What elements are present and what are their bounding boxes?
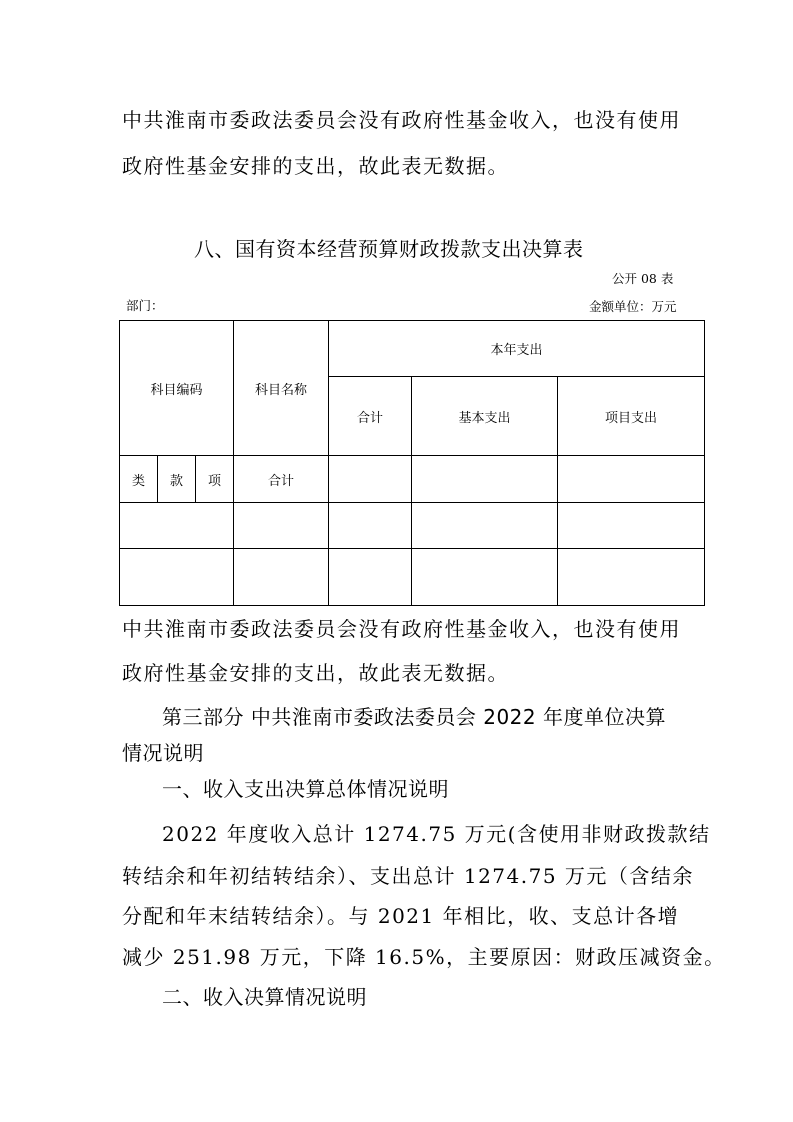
subject-code-header: 科目编码 — [120, 321, 234, 456]
sub1-title: 一、收入支出决算总体情况说明 — [162, 777, 449, 801]
department-label: 部门： — [126, 298, 164, 313]
empty-cell — [558, 503, 705, 549]
empty-cell — [234, 549, 329, 606]
intro-line-2: 政府性基金安排的支出，故此表无数据。 — [122, 154, 509, 178]
form-code: 公开 08 表 — [612, 271, 674, 286]
total-row-label: 合计 — [234, 456, 329, 503]
part3-title-line-1: 第三部分 中共淮南市委政法委员会 2022 年度单位决算 — [162, 705, 666, 729]
empty-cell — [234, 503, 329, 549]
empty-cell — [412, 549, 558, 606]
table-row — [120, 549, 705, 606]
amount-unit-label: 金额单位：万元 — [589, 299, 677, 314]
empty-cell — [329, 456, 412, 503]
intro-line-1: 中共淮南市委政法委员会没有政府性基金收入，也没有使用 — [122, 108, 681, 132]
table-row — [120, 503, 705, 549]
project-expense-header: 项目支出 — [558, 377, 705, 456]
empty-cell — [558, 549, 705, 606]
part3-title-line-2: 情况说明 — [122, 741, 204, 765]
empty-cell — [412, 503, 558, 549]
total-header: 合计 — [329, 377, 412, 456]
sub2-title: 二、收入决算情况说明 — [162, 985, 367, 1009]
empty-cell — [329, 549, 412, 606]
section-title: 八、国有资本经营预算财政拨款支出决算表 — [194, 237, 584, 261]
sub1-line-4: 减少 251.98 万元，下降 16.5%，主要原因：财政压减资金。 — [122, 945, 726, 969]
note-line-2: 政府性基金安排的支出，故此表无数据。 — [122, 661, 509, 685]
item-label: 项 — [196, 456, 234, 503]
empty-cell — [120, 549, 234, 606]
sub1-line-3: 分配和年末结转结余）。与 2021 年相比，收、支总计各增 — [122, 904, 680, 928]
empty-cell — [558, 456, 705, 503]
sub1-line-2: 转结余和年初结转结余）、支出总计 1274.75 万元（含结余 — [122, 864, 694, 888]
basic-expense-header: 基本支出 — [412, 377, 558, 456]
year-expense-header: 本年支出 — [329, 321, 705, 377]
class-label: 类 — [120, 456, 158, 503]
empty-cell — [120, 503, 234, 549]
empty-cell — [412, 456, 558, 503]
sub1-line-1: 2022 年度收入总计 1274.75 万元(含使用非财政拨款结 — [162, 822, 711, 846]
section-label: 款 — [158, 456, 196, 503]
empty-cell — [329, 503, 412, 549]
budget-expense-table — [119, 320, 705, 606]
note-line-1: 中共淮南市委政法委员会没有政府性基金收入，也没有使用 — [122, 617, 681, 641]
subject-name-header: 科目名称 — [234, 321, 329, 456]
